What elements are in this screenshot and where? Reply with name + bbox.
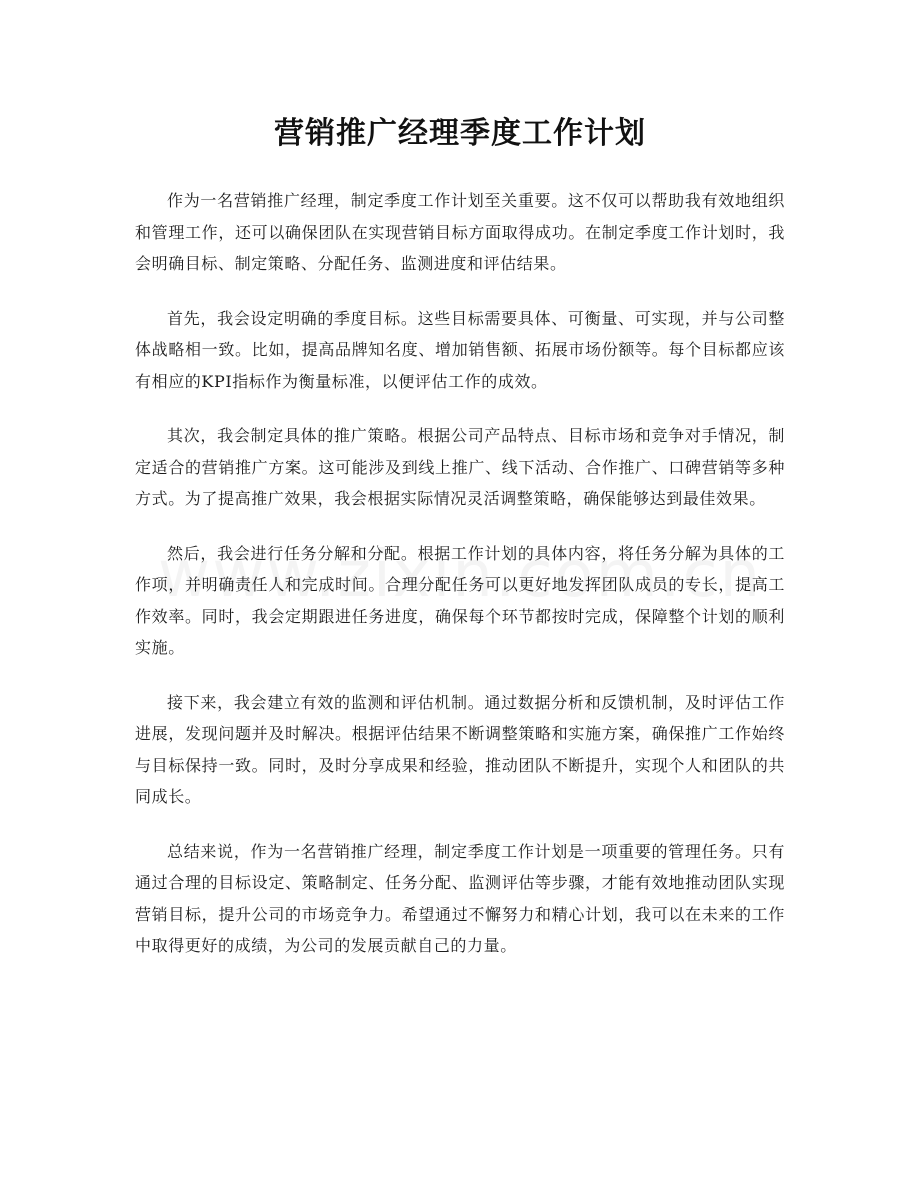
paragraph-monitoring: 接下来，我会建立有效的监测和评估机制。通过数据分析和反馈机制，及时评估工作进展，发现问题并及时解决。根据评估结果不断调整策略和实施方案，确保推广工作始终与目标保持一致。同时，及时分享成果和经验，推动团队不断提升，实现个人和团队的共同成长。 — [135, 692, 785, 806]
paragraph-goals: 首先，我会设定明确的季度目标。这些目标需要具体、可衡量、可实现，并与公司整体战略相一致。比如，提高品牌知名度、增加销售额、拓展市场份额等。每个目标都应该有相应的KPI指标作为衡量标准，以便评估工作的成效。 — [135, 308, 785, 391]
document-body — [135, 185, 785, 985]
paragraph-conclusion: 总结来说，作为一名营销推广经理，制定季度工作计划是一项重要的管理任务。只有通过合理的目标设定、策略制定、任务分配、监测评估等步骤，才能有效地推动团队实现营销目标，提升公司的市场竞争力。希望通过不懈努力和精心计划，我可以在未来的工作中取得更好的成绩，为公司的发展贡献自己的力量。 — [135, 841, 785, 955]
paragraph-intro: 作为一名营销推广经理，制定季度工作计划至关重要。这不仅可以帮助我有效地组织和管理工作，还可以确保团队在实现营销目标方面取得成功。在制定季度工作计划时，我会明确目标、制定策略、分配任务、监测进度和评估结果。 — [135, 191, 785, 273]
paragraph-tasks: 然后，我会进行任务分解和分配。根据工作计划的具体内容，将任务分解为具体的工作项，并明确责任人和完成时间。合理分配任务可以更好地发挥团队成员的专长，提高工作效率。同时，我会定期跟进任务进度，确保每个环节都按时完成，保障整个计划的顺利实施。 — [135, 543, 785, 657]
paragraph-strategy: 其次，我会制定具体的推广策略。根据公司产品特点、目标市场和竞争对手情况，制定适合的营销推广方案。这可能涉及到线上推广、线下活动、合作推广、口碑营销等多种方式。为了提高推广效果，我会根据实际情况灵活调整策略，确保能够达到最佳效果。 — [135, 426, 785, 508]
page-title: 营销推广经理季度工作计划 — [274, 116, 646, 151]
